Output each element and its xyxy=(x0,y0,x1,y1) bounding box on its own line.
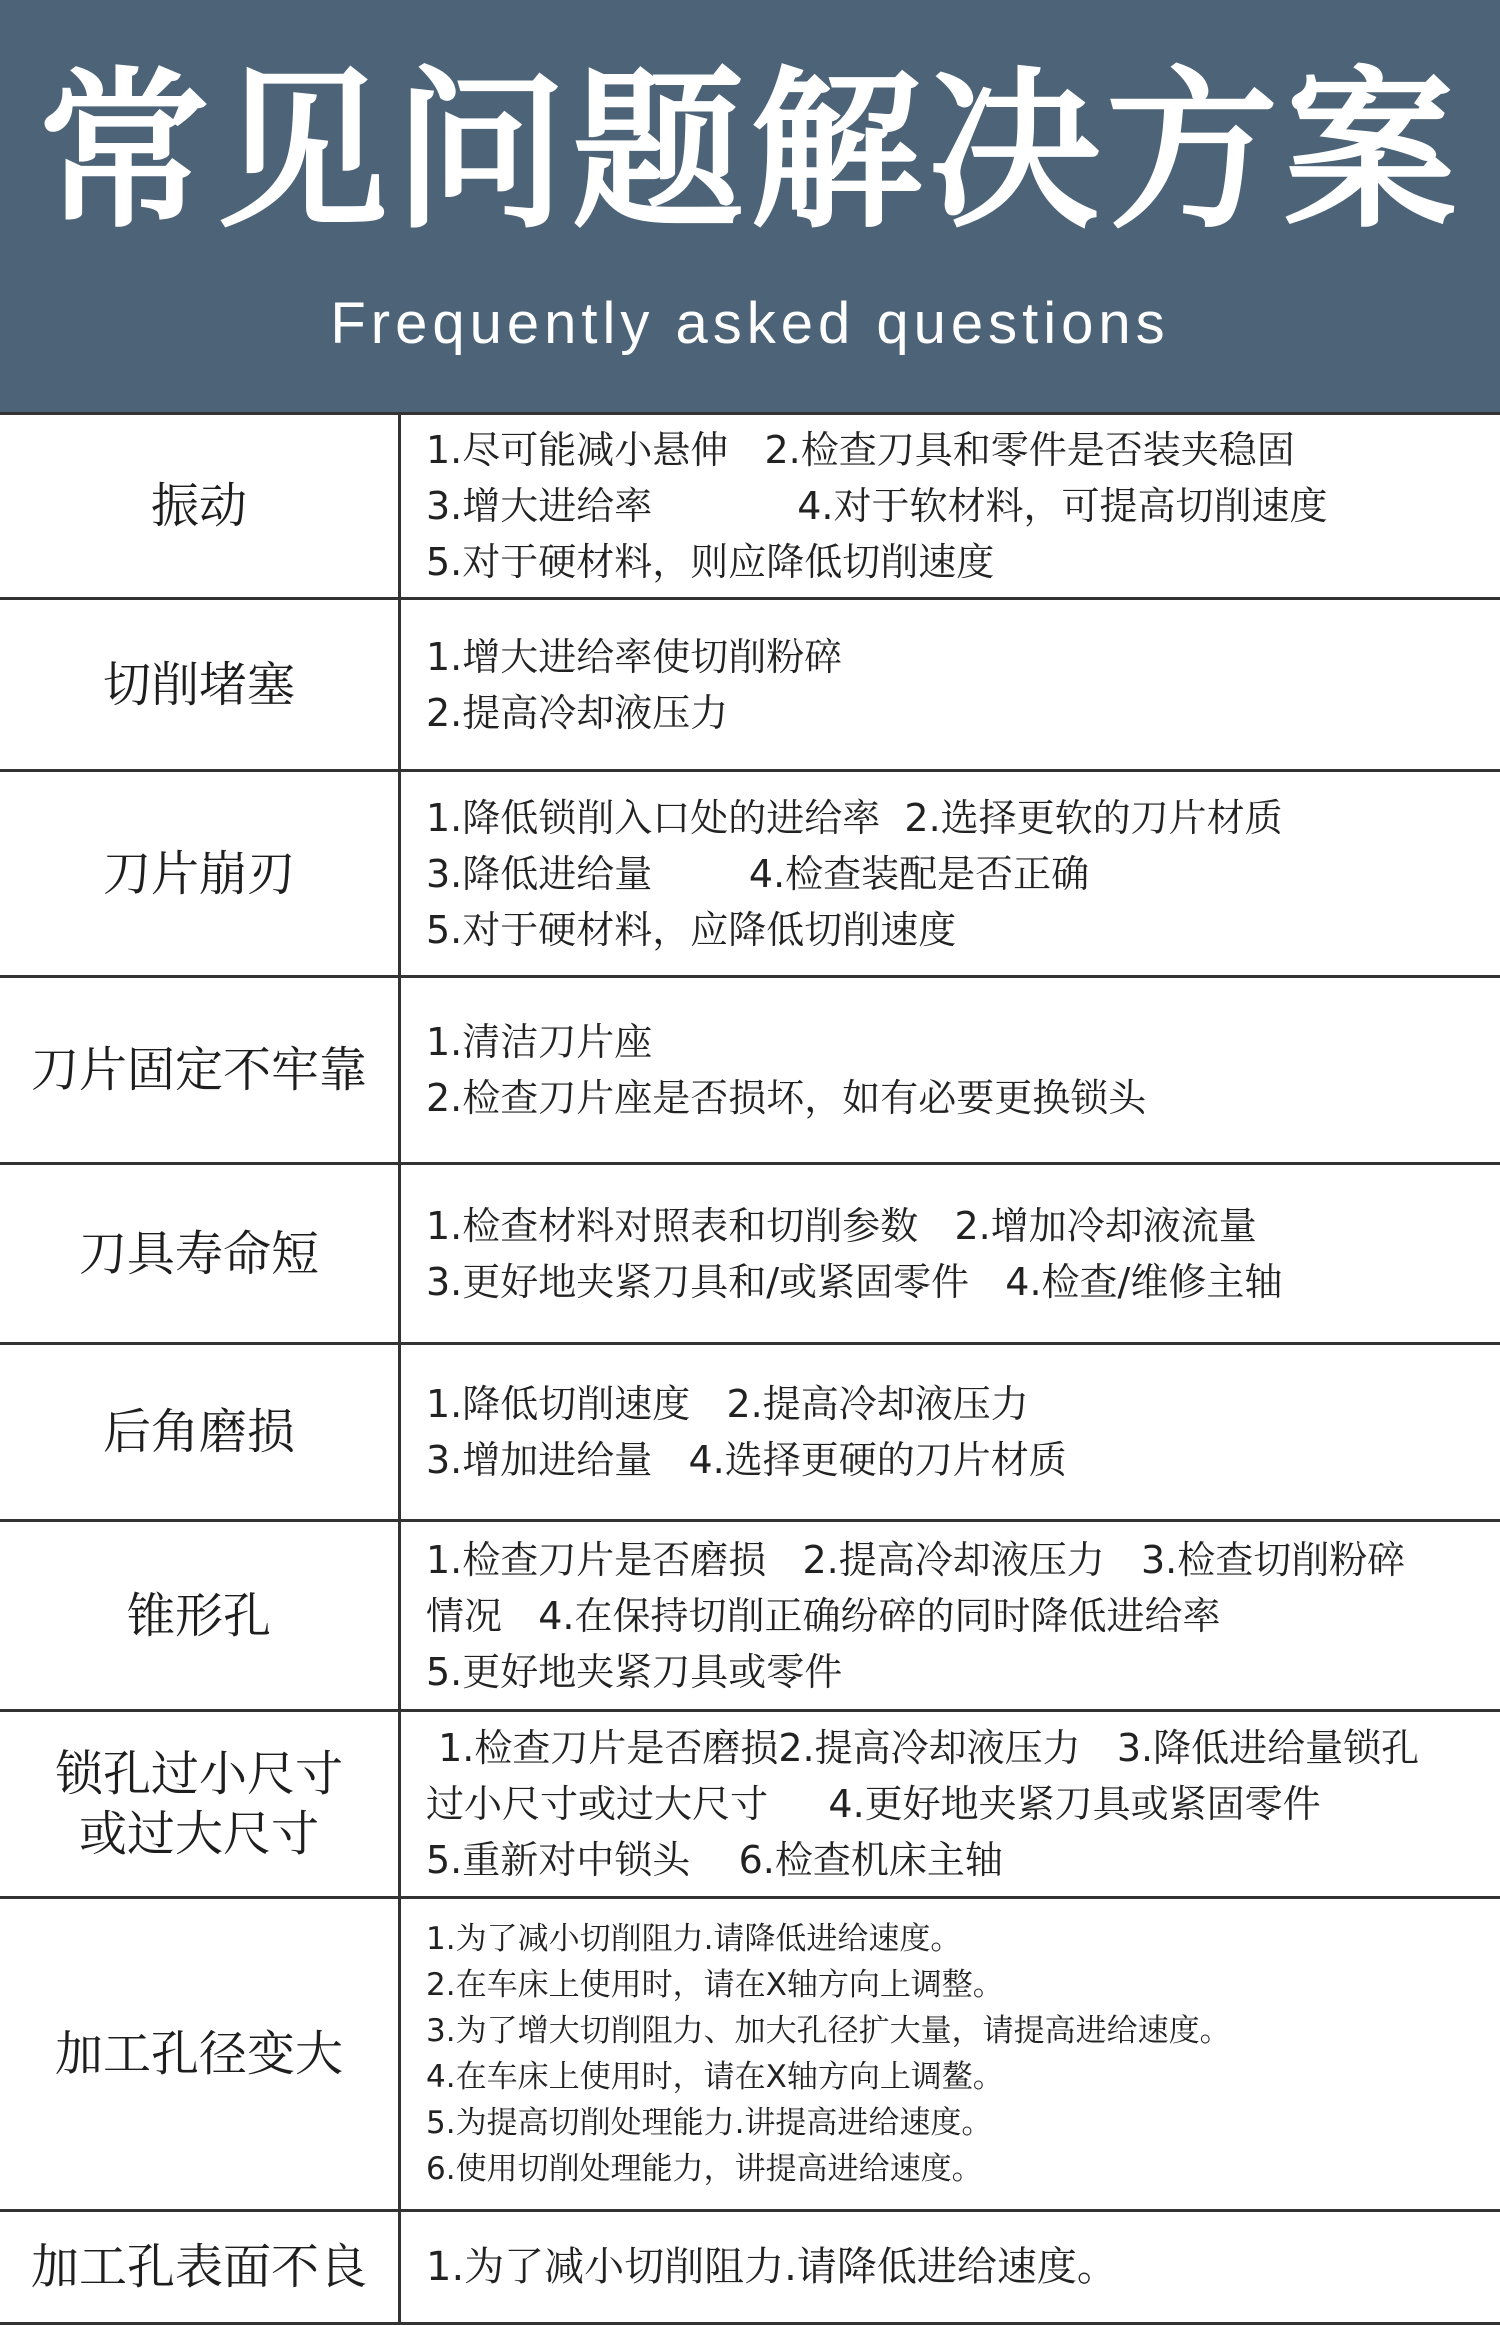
solution-text xyxy=(426,1899,1492,2209)
table-row xyxy=(0,1522,1500,1712)
solution-line: 1.检查刀片是否磨损 2.提高冷却液压力 3.检查切削粉碎 xyxy=(426,1537,1406,1582)
solution-line: 情况 4.在保持切削正确纷碎的同时降低进给率 xyxy=(426,1593,1221,1638)
problem-label: 锁孔过小尺寸 或过大尺寸 xyxy=(54,1746,343,1862)
table-row xyxy=(0,600,1500,772)
solution-text xyxy=(426,1165,1492,1342)
table-row xyxy=(0,772,1500,978)
problem-label: 刀具寿命短 xyxy=(78,1225,319,1282)
solution-line: 5.重新对中锁头 6.检查机床主轴 xyxy=(426,1838,1003,1882)
solution-line: 1.检查材料对照表和切削参数 2.增加冷却液流量 xyxy=(426,1203,1257,1248)
solution-line: 1.尽可能减小悬伸 2.检查刀具和零件是否装夹稳固 xyxy=(426,428,1295,472)
faq-table xyxy=(0,412,1500,2322)
solution-line: 1.检查刀片是否磨损2.提高冷却液压力 3.降低进给量锁孔 xyxy=(426,1726,1420,1770)
solution-text xyxy=(426,2212,1492,2322)
table-row xyxy=(0,2212,1500,2325)
solution-line: 3.更好地夹紧刀具和/或紧固零件 4.检查/维修主轴 xyxy=(426,1259,1283,1304)
solution-line: 1.增大进给率使切削粉碎 xyxy=(426,634,843,679)
problem-label: 振动 xyxy=(150,478,247,534)
table-row xyxy=(0,978,1500,1165)
problem-label: 后角磨损 xyxy=(102,1404,295,1460)
problem-label: 锥形孔 xyxy=(126,1587,271,1644)
solution-line: 5.对于硬材料，应降低切削速度 xyxy=(426,907,957,952)
page-title: 常见问题解决方案 xyxy=(38,51,1462,252)
solution-line: 5.为提高切削处理能力.讲提高进给速度。 xyxy=(426,2105,993,2141)
solution-line: 3.降低进给量 4.检查装配是否正确 xyxy=(426,851,1090,896)
header-banner xyxy=(0,0,1500,412)
solution-line: 1.为了减小切削阻力.请降低进给速度。 xyxy=(426,2244,1117,2290)
problem-label: 刀片崩刃 xyxy=(102,845,295,902)
table-row xyxy=(0,1345,1500,1522)
solution-line: 1.降低锁削入口处的进给率 2.选择更软的刀片材质 xyxy=(426,795,1283,840)
solution-line: 1.降低切削速度 2.提高冷却液压力 xyxy=(426,1382,1029,1426)
solution-text xyxy=(426,772,1492,975)
solution-line: 6.使用切削处理能力，讲提高进给速度。 xyxy=(426,2151,983,2187)
solution-text xyxy=(426,600,1492,769)
problem-label: 刀片固定不牢靠 xyxy=(30,1042,367,1098)
solution-line: 3.增大进给率 4.对于软材料，可提高切削速度 xyxy=(426,484,1328,528)
solution-line: 2.检查刀片座是否损坏，如有必要更换锁头 xyxy=(426,1076,1147,1120)
solution-line: 3.为了增大切削阻力、加大孔径扩大量，请提高进给速度。 xyxy=(426,2013,1231,2049)
table-row xyxy=(0,1712,1500,1899)
solution-text xyxy=(426,1345,1492,1519)
solution-line: 5.对于硬材料，则应降低切削速度 xyxy=(426,540,995,584)
table-row xyxy=(0,415,1500,600)
solution-line: 5.更好地夹紧刀具或零件 xyxy=(426,1649,843,1694)
solution-line: 2.提高冷却液压力 xyxy=(426,690,729,735)
solution-text xyxy=(426,978,1492,1162)
solution-text xyxy=(426,1522,1492,1709)
table-row xyxy=(0,1165,1500,1345)
solution-line: 过小尺寸或过大尺寸 4.更好地夹紧刀具或紧固零件 xyxy=(426,1782,1321,1826)
problem-label: 切削堵塞 xyxy=(102,656,295,713)
solution-line: 1.为了减小切削阻力.请降低进给速度。 xyxy=(426,1921,962,1957)
page-subtitle: Frequently asked questions xyxy=(330,291,1170,356)
solution-line: 2.在车床上使用时，请在X轴方向上调整。 xyxy=(426,1967,1004,2003)
problem-label: 加工孔径变大 xyxy=(54,2026,343,2082)
problem-label: 加工孔表面不良 xyxy=(30,2239,367,2295)
solution-line: 1.清洁刀片座 xyxy=(426,1020,653,1064)
solution-text xyxy=(426,1712,1492,1896)
table-row xyxy=(0,1899,1500,2212)
solution-line: 3.增加进给量 4.选择更硬的刀片材质 xyxy=(426,1438,1067,1482)
solution-line: 4.在车床上使用时，请在X轴方向上调鳌。 xyxy=(426,2059,1004,2095)
solution-text xyxy=(426,415,1492,597)
